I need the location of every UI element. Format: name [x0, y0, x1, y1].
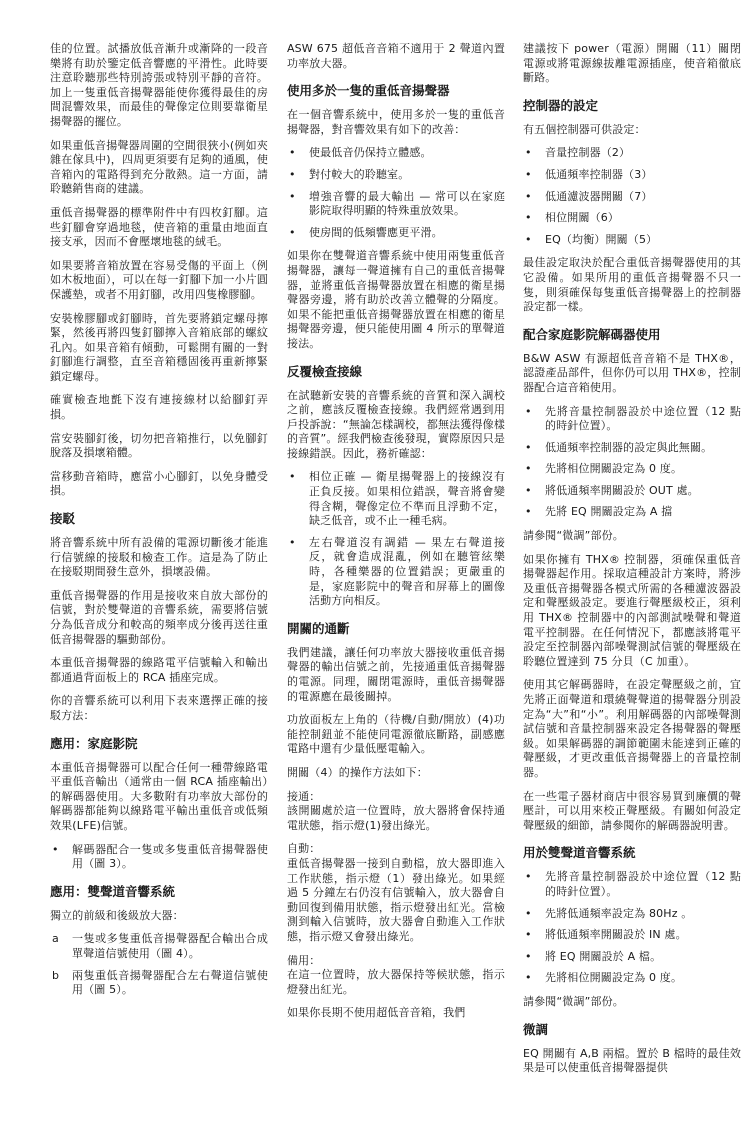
list-marker: • [525, 440, 532, 454]
list-marker: • [289, 189, 296, 203]
mode-description [287, 790, 505, 834]
section-heading: 應用：家庭影院 [50, 735, 138, 751]
list-marker: • [525, 928, 532, 942]
list-marker: • [525, 232, 532, 246]
list-item-text: EQ（均衡）開關（5） [545, 232, 658, 246]
list-marker: • [289, 167, 296, 181]
section-heading: 控制器的設定 [523, 97, 599, 113]
section-heading: 配合家庭影院解碼器使用 [523, 326, 661, 342]
list-item [50, 932, 268, 961]
list-item [50, 843, 268, 872]
list-marker: b [52, 968, 60, 982]
paragraph: 如果你擁有 THX® 控制器，須確保重低音揚聲器起作用。採取這種設計方案時，將涉及重低音揚聲器各模式所需的各種濾波器設定和聲壓級設定。要進行聲壓級校正，須利用 THX® 控制器中的內部測試噪聲和聲道電平控制器。在任何情況下，都應該將電平設定至控制器內部噪聲測試信號的聲壓級在聆聽位置達到 75 分貝（C 加重）。 [523, 552, 741, 668]
paragraph: ASW 675 超低音音箱不適用于 2 聲道內置功率放大器。 [287, 42, 505, 70]
paragraph: 建議按下 power（電源）開關（11）關閉電源或將電源線拔離電源插座，使音箱徹底斷路。 [523, 42, 741, 85]
list-item-text: 先將 EQ 開關設定為 A 擋 [545, 505, 673, 519]
list-item [287, 168, 505, 183]
list-item-text: 音量控制器（2） [545, 146, 631, 160]
list-item [287, 190, 505, 219]
paragraph: 如果要將音箱放置在容易受傷的平面上（例如木板地面），可以在每一釘腳下加一小片圓保護墊，或者不用釘腳，改用四隻橡膠腳。 [50, 258, 268, 301]
list-marker: • [525, 404, 532, 418]
bullet-list [523, 870, 741, 986]
paragraph: 開關（4）的操作方法如下： [287, 765, 428, 779]
text-column-right [523, 42, 741, 1085]
text-column-middle [287, 42, 505, 1030]
list-marker: • [289, 470, 296, 484]
list-item [287, 146, 505, 161]
list-item-text: 將低通頻率開關設於 OUT 處。 [545, 483, 699, 497]
list-item-text: 相位開關（6） [545, 211, 620, 225]
paragraph: 使用其它解碼器時，在設定聲壓級之前，宜先將正面聲道和環繞聲聲道的揚聲器分別設定為“大”和“小”。利用解碼器的內部噪聲測試信號和音量控制器來設定各揚聲器的聲壓級。如果解碼器的調節範圍未能達到正確的聲壓級，才更改重低音揚聲器上的音量控制器。 [523, 678, 741, 779]
list-item [287, 470, 505, 528]
list-item [287, 536, 505, 609]
list-item [523, 928, 741, 943]
mode-title: 自動： [287, 842, 321, 856]
section-heading: 應用：雙聲道音響系統 [50, 883, 176, 899]
list-item-text: 相位正確 — 衛星揚聲器上的接線沒有正負反接。如果相位錯誤，聲音將會變得含糊，聲像定位不準而且浮動不定，缺乏低音，或不止一種毛病。 [309, 470, 505, 528]
list-item-text: 先將低通頻率設定為 80Hz 。 [545, 906, 693, 920]
list-item-text: 一隻或多隻重低音揚聲器配合輸出合成單聲道信號使用（圖 4）。 [72, 932, 268, 960]
paragraph: 確實檢查地氈下沒有連接線材以給腳釘弄損。 [50, 393, 268, 422]
list-item [523, 907, 741, 922]
section-heading: 接駁 [50, 511, 76, 527]
section-heading: 反覆檢查接線 [287, 363, 363, 379]
paragraph: 本重低音揚聲器可以配合任何一種帶線路電平重低音輸出（通常由一個 RCA 插座輸出）的解碼器使用。大多數附有功率放大部份的解碼器都能夠以線路電平輸出重低音或低頻效果(LFE)信號。 [50, 760, 268, 832]
list-item [523, 950, 741, 965]
paragraph: 請參閱“微調”部份。 [523, 994, 624, 1008]
list-marker: • [525, 949, 532, 963]
list-marker: • [52, 842, 59, 856]
list-item-text: 增強音響的最大輸出 — 常可以在家庭影院取得明顯的特殊重放效果。 [309, 189, 505, 218]
list-item [523, 484, 741, 499]
paragraph: 佳的位置。試播放低音漸升或漸降的一段音樂將有助於鑒定低音響應的平滑性。此時要注意聆聽那些特別誇張或特別平靜的音符。加上一隻重低音揚聲器能使你獲得最佳的房間混響效果，而最佳的聲像定位則要靠衛星揚聲器的擺位。 [50, 42, 268, 128]
list-item-text: 兩隻重低音揚聲器配合左右聲道信號使用（圖 5）。 [72, 968, 268, 997]
bullet-list [523, 146, 741, 247]
section-heading: 用於雙聲道音響系統 [523, 845, 636, 861]
list-marker: • [289, 535, 296, 549]
bullet-list [287, 146, 505, 240]
mode-text: 重低音揚聲器一接到自動檔，放大器即進入工作狀態，指示燈（1）發出綠光。如果經過 5 分鐘左右仍沒有信號輸入，放大器會自動回復到備用狀態，指示燈發出紅光。當檢測到輸入信號時，放大器會自動進入工作狀態，指示燈又會發出綠光。 [287, 856, 505, 943]
paragraph: 安裝橡膠腳或釘腳時，首先要將鎖定螺母擰緊，然後再將四隻釘腳擰入音箱底部的螺紋孔內。如果音箱有傾動，可鬆開有關的一對釘腳進行調整，直至音箱穩固後再重新擰緊鎖定螺母。 [50, 311, 268, 383]
list-item [523, 462, 741, 477]
paragraph: 重低音揚聲器的作用是接收來自放大部份的信號，對於雙聲道的音響系統，需要將信號分為低音成分和較高的頻率成分後再送往重低音揚聲器的驅動部份。 [50, 588, 268, 646]
paragraph: 在試聽新安裝的音響系統的音質和深入調校之前，應該反覆檢查接線。我們經常遇到用戶投訴說：“無論怎樣調校，都無法獲得像樣的音質”。經我們檢查後發現，實際原因只是接線錯誤。因此，務祈確認： [287, 388, 505, 460]
list-item-text: 將 EQ 開關設於 A 檔。 [545, 949, 662, 963]
paragraph: EQ 開關有 A,B 兩檔。置於 B 檔時的最佳效果是可以使重低音揚聲器提供 [523, 1046, 741, 1075]
list-item-text: 低通頻率控制器（3） [545, 167, 653, 181]
list-item [523, 505, 741, 520]
list-item [523, 190, 741, 205]
list-marker: • [525, 211, 532, 225]
list-item [523, 441, 741, 456]
section-heading: 開關的通斷 [287, 620, 350, 636]
list-item [50, 969, 268, 998]
list-item-text: 使房間的低頻響應更平滑。 [309, 225, 443, 239]
section-heading: 使用多於一隻的重低音揚聲器 [287, 83, 450, 99]
paragraph: 在一些電子器材商店中很容易買到廉價的聲壓計，可以用來校正聲壓級。有關如何設定聲壓級的細節，請參閱你的解碼器說明書。 [523, 789, 741, 832]
list-item-text: 低通濾波器開關（7） [545, 189, 653, 203]
list-item [523, 168, 741, 183]
list-item-text: 解碼器配合一隻或多隻重低音揚聲器使用（圖 3）。 [72, 842, 268, 871]
list-item [523, 146, 741, 161]
list-marker: • [525, 906, 532, 920]
list-item [523, 971, 741, 986]
paragraph: 我們建議，讓任何功率放大器接收重低音揚聲器的輸出信號之前，先接通重低音揚聲器的電源。同理，關閉電源時，重低音揚聲器的電源應在最後關掉。 [287, 645, 505, 703]
list-marker: • [525, 189, 532, 203]
list-marker: • [525, 146, 532, 160]
bullet-list [50, 932, 268, 997]
list-item [523, 405, 741, 434]
list-item [523, 233, 741, 248]
list-item [523, 211, 741, 226]
mode-title: 備用： [287, 953, 321, 967]
bullet-list [287, 470, 505, 608]
paragraph: 你的音響系統可以利用下表來選擇正確的接駁方法： [50, 694, 268, 722]
mode-description [287, 842, 505, 944]
list-item-text: 先將音量控制器設於中途位置（12 點的時針位置）。 [545, 870, 741, 898]
list-item-text: 使最低音仍保持立體感。 [309, 146, 432, 160]
bullet-list [523, 405, 741, 521]
mode-text: 在這一位置時，放大器保持等候狀態，指示燈發出紅光。 [287, 968, 505, 996]
list-marker: • [525, 870, 532, 884]
list-marker: • [525, 505, 532, 519]
bullet-list [50, 843, 268, 872]
paragraph: 當移動音箱時，應當小心腳釘，以免身體受損。 [50, 469, 268, 498]
list-marker: • [525, 483, 532, 497]
paragraph: 功放面板左上角的（待機/自動/開放）(4)功能控制鈕並不能使同電源徹底斷路，副感應電路中還有少量低壓電輸入。 [287, 713, 505, 756]
paragraph: 最佳設定取決於配合重低音揚聲器使用的其它設備。如果所用的重低音揚聲器不只一隻，則須確保每隻重低音揚聲器上的控制器設定都一樣。 [523, 256, 741, 314]
list-marker: • [289, 146, 296, 160]
paragraph: 如果重低音揚聲器周圍的空間很狹小(例如夾雜在傢具中)，四周更須要有足夠的通風，使音箱內的電路得到充分散熱。這一方面，請聆聽銷售商的建議。 [50, 138, 268, 196]
mode-text: 該開關處於這一位置時，放大器將會保持通電狀態，指示燈(1)發出綠光。 [287, 804, 505, 832]
list-item-text: 先將相位開關設定為 0 度。 [545, 971, 683, 985]
list-item [523, 870, 741, 899]
paragraph: B&W ASW 有源超低音音箱不是 THX®，認證產品部件，但你仍可以用 THX®，控制器配合這音箱使用。 [523, 351, 741, 394]
list-item-text: 將低通頻率開關設於 IN 處。 [545, 928, 687, 942]
list-item [287, 226, 505, 241]
paragraph: 有五個控制器可供設定： [523, 122, 646, 136]
text-column-left [50, 42, 268, 1007]
list-item-text: 低通頻率控制器的設定與此無關。 [545, 440, 713, 454]
paragraph: 如果你長期不使用超低音音箱，我們 [287, 1006, 466, 1020]
list-marker: a [52, 932, 59, 946]
paragraph: 如果你在雙聲道音響系統中使用兩隻重低音揚聲器，讓每一聲道擁有自己的重低音揚聲器，並將重低音揚聲器放置在相應的衛星揚聲器旁邊，將有助於改善立體聲的分隔度。如果不能把重低音揚聲器放置在相應的衛星揚聲器旁邊，便只能使用圖 4 所示的單聲道接法。 [287, 249, 505, 350]
paragraph: 請參閱“微調”部份。 [523, 529, 624, 543]
paragraph: 將音響系統中所有設備的電源切斷後才能進行信號線的接駁和檢查工作。這是為了防止在接駁期間發生意外，損壞設備。 [50, 536, 268, 579]
list-marker: • [525, 462, 532, 476]
paragraph: 本重低音揚聲器的線路電平信號輸入和輸出都通過背面板上的 RCA 插座完成。 [50, 656, 268, 684]
paragraph: 在一個音響系統中，使用多於一隻的重低音揚聲器，對音響效果有如下的改善： [287, 108, 505, 136]
paragraph: 當安裝腳釘後，切勿把音箱推行，以免腳釘脫落及損壞箱體。 [50, 431, 268, 460]
list-marker: • [525, 167, 532, 181]
list-marker: • [525, 971, 532, 985]
section-heading: 微調 [523, 1021, 549, 1037]
paragraph: 重低音揚聲器的標準附件中有四枚釘腳。這些釘腳會穿過地毯，使音箱的重量由地面直接支承，因而不會壓壞地毯的絨毛。 [50, 205, 268, 249]
list-marker: • [289, 225, 296, 239]
list-item-text: 先將相位開關設定為 0 度。 [545, 462, 683, 476]
mode-title: 接通： [287, 789, 321, 803]
list-item-text: 對付較大的聆聽室。 [309, 167, 410, 181]
list-item-text: 先將音量控制器設於中途位置（12 點的時針位置）。 [545, 404, 741, 433]
mode-description [287, 954, 505, 998]
paragraph: 獨立的前級和後級放大器： [50, 908, 184, 922]
list-item-text: 左右聲道沒有調錯 — 果左右聲道接反，就會造成混亂，例如在聽管絃樂時，各種樂器的位置錯誤；更嚴重的是，家庭影院中的聲音和屏幕上的圖像活動方向相反。 [309, 535, 505, 608]
